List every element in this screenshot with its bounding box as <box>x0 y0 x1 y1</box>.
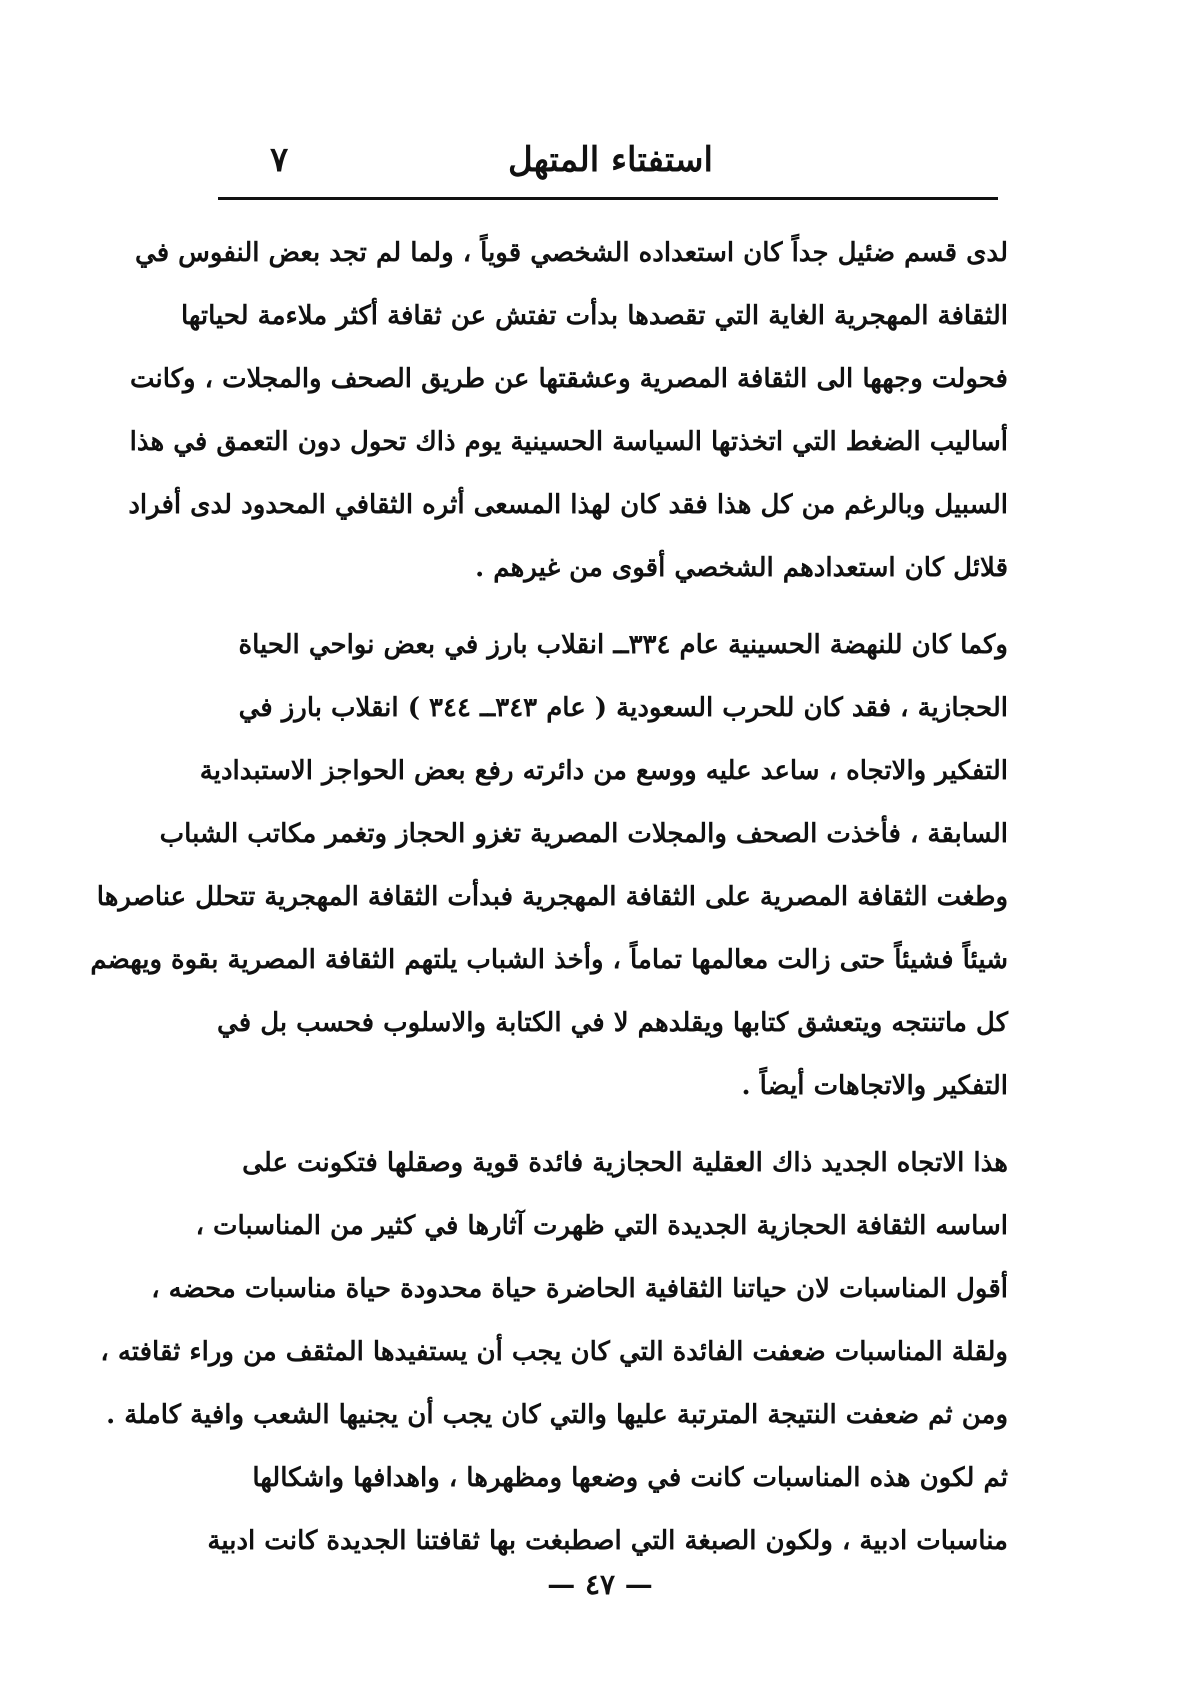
text-line: السابقة ، فأخذت الصحف والمجلات المصرية تغزو الحجاز وتغمر مكاتب الشباب <box>159 819 1008 849</box>
text-line: ومن ثم ضعفت النتيجة المترتبة عليها والتي كان يجب أن يجنيها الشعب وافية كاملة . <box>106 1400 1008 1430</box>
page-header <box>210 140 998 192</box>
text-line: مناسبات ادبية ، ولكون الصبغة التي اصطبغت بها ثقافتنا الجديدة كانت ادبية <box>207 1526 1008 1556</box>
text-line: اساسه الثقافة الحجازية الجديدة التي ظهرت آثارها في كثير من المناسبات ، <box>195 1211 1008 1241</box>
text-line: الثقافة المهجرية الغاية التي تقصدها بدأت تفتش عن ثقافة أكثر ملاءمة لحياتها <box>180 301 1008 331</box>
footer-page-number: — ٤٧ — <box>547 1568 653 1601</box>
text-line: فحولت وجهها الى الثقافة المصرية وعشقتها عن طريق الصحف والمجلات ، وكانت <box>129 364 1008 394</box>
text-line: السبيل وبالرغم من كل هذا فقد كان لهذا المسعى أثره الثقافي المحدود لدى أفراد <box>128 490 1008 520</box>
text-line: وكما كان للنهضة الحسينية عام ٣٣٤ــ انقلاب بارز في بعض نواحي الحياة <box>238 630 1008 660</box>
text-line: وطغت الثقافة المصرية على الثقافة المهجرية فبدأت الثقافة المهجرية تتحلل عناصرها <box>96 882 1008 912</box>
text-line: الحجازية ، فقد كان للحرب السعودية ( عام ٣٤٣ــ ٣٤٤ ) انقلاب بارز في <box>238 693 1008 723</box>
text-line: كل ماتنتجه ويتعشق كتابها ويقلدهم لا في الكتابة والاسلوب فحسب بل في <box>217 1008 1008 1038</box>
text-line: لدى قسم ضئيل جداً كان استعداده الشخصي قوياً ، ولما لم تجد بعض النفوس في <box>135 238 1008 268</box>
text-line: أقول المناسبات لان حياتنا الثقافية الحاضرة حياة محدودة حياة مناسبات محضه ، <box>151 1274 1008 1304</box>
text-line: التفكير والاتجاهات أيضاً . <box>741 1071 1008 1101</box>
running-title: استفتاء المتهل <box>508 140 713 180</box>
text-line: ولقلة المناسبات ضعفت الفائدة التي كان يجب أن يستفيدها المثقف من وراء ثقافته ، <box>100 1337 1008 1367</box>
header-page-number: ٧ <box>270 140 289 180</box>
header-rule <box>218 197 998 200</box>
text-line: ثم لكون هذه المناسبات كانت في وضعها ومظهرها ، واهدافها واشكالها <box>252 1463 1008 1493</box>
text-line: شيئاً فشيئاً حتى زالت معالمها تماماً ، وأخذ الشباب يلتهم الثقافة المصرية بقوة ويهضم <box>90 945 1008 975</box>
text-line: هذا الاتجاه الجديد ذاك العقلية الحجازية فائدة قوية وصقلها فتكونت على <box>242 1148 1008 1178</box>
text-line: قلائل كان استعدادهم الشخصي أقوى من غيرهم . <box>475 553 1008 583</box>
text-line: أساليب الضغط التي اتخذتها السياسة الحسينية يوم ذاك تحول دون التعمق في هذا <box>129 427 1008 457</box>
text-line: التفكير والاتجاه ، ساعد عليه ووسع من دائرته رفع بعض الحواجز الاستبدادية <box>199 756 1008 786</box>
body-text <box>90 222 1008 1573</box>
